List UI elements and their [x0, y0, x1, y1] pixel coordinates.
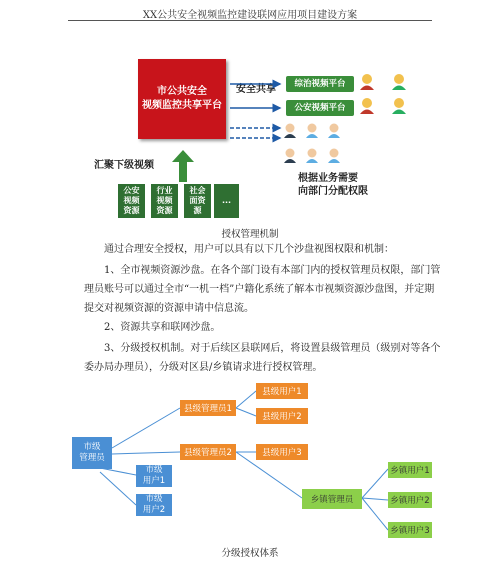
- source-line: ...: [221, 196, 232, 205]
- source-police: [118, 184, 145, 218]
- people-icons: [358, 72, 418, 172]
- up-arrow-icon: [172, 150, 194, 182]
- target-police: 公安视频平台: [286, 100, 354, 116]
- city-user-1-node: [136, 465, 172, 487]
- source-line: 资源: [156, 206, 173, 215]
- node-line: 市级: [145, 494, 163, 504]
- town-user-2-node: 乡镇用户2: [388, 492, 432, 508]
- county-admin-2-node: 县级管理员2: [180, 444, 236, 460]
- town-user-3-node: 乡镇用户3: [388, 522, 432, 538]
- share-label: 安全共享: [236, 84, 276, 95]
- platform-label-line2: 视频监控共享平台: [142, 100, 222, 111]
- source-line: 资源: [123, 206, 140, 215]
- intro-paragraph: 通过合理安全授权，用户可以具有以下几个沙盘视图权限和机制：: [104, 244, 394, 255]
- node-line: 市级: [145, 465, 163, 475]
- county-user-3-node: 县级用户3: [256, 444, 308, 460]
- node-line: 管理员: [79, 453, 105, 463]
- source-society: [184, 184, 211, 218]
- collect-label: 汇聚下级视频: [94, 160, 154, 171]
- source-line: 视频: [156, 196, 173, 205]
- source-line: 公安: [123, 186, 140, 195]
- item2-paragraph: 2、资源共享和联网沙盘。: [104, 322, 221, 333]
- city-user-2-node: [136, 494, 172, 516]
- source-line: 视频: [123, 196, 140, 205]
- person-icon: [392, 98, 406, 114]
- page-header: XX公共安全视频监控建设联网应用项目建设方案: [142, 10, 358, 21]
- source-line: 面资: [189, 196, 206, 205]
- figure1-caption: 授权管理机制: [221, 229, 279, 240]
- source-industry: [151, 184, 178, 218]
- platform-label-line1: 市公共安全: [157, 86, 207, 97]
- figure2-caption: 分级授权体系: [221, 548, 279, 559]
- city-platform-box: [138, 59, 226, 139]
- source-line: 行业: [156, 186, 173, 195]
- header-divider: [68, 20, 432, 21]
- county-admin-1-node: 县级管理员1: [180, 400, 236, 416]
- county-user-2-node: 县级用户2: [256, 408, 308, 424]
- item1-paragraph: 1、全市视频资源沙盘。在各个部门设有本部门内的授权管理员权限，部门管理员账号可以通过全市“一机一档”户籍化系统了解本市视频资源沙盘图，并定期提交对视频资源的资源申请中信息流。: [84, 265, 441, 314]
- assign-label-line1: 根据业务需要: [298, 173, 358, 184]
- city-admin-node: [72, 437, 112, 469]
- assign-label-line2: 向部门分配权限: [298, 186, 368, 197]
- county-user-1-node: 县级用户1: [256, 383, 308, 399]
- node-line: 市级: [83, 442, 101, 452]
- person-icon: [360, 98, 374, 114]
- node-line: 用户1: [142, 476, 166, 486]
- source-line: 源: [193, 206, 202, 215]
- item3-paragraph: 3、分级授权机制。对于后续区县联网后，将设置县级管理员（级别对等各个委办局办理员），分级对区县/乡镇请求进行授权管理。: [84, 343, 441, 373]
- town-user-1-node: 乡镇用户1: [388, 462, 432, 478]
- target-zongzhi: 综治视频平台: [286, 76, 354, 92]
- node-line: 用户2: [142, 505, 166, 515]
- town-admin-node: 乡镇管理员: [302, 489, 362, 509]
- person-icon: [392, 74, 406, 90]
- person-icon: [360, 74, 374, 90]
- share-arrows: [228, 72, 288, 154]
- staff-icons: [282, 122, 362, 172]
- source-line: 社会: [189, 186, 206, 195]
- assign-permission-label: [298, 172, 368, 198]
- source-more: [214, 184, 239, 218]
